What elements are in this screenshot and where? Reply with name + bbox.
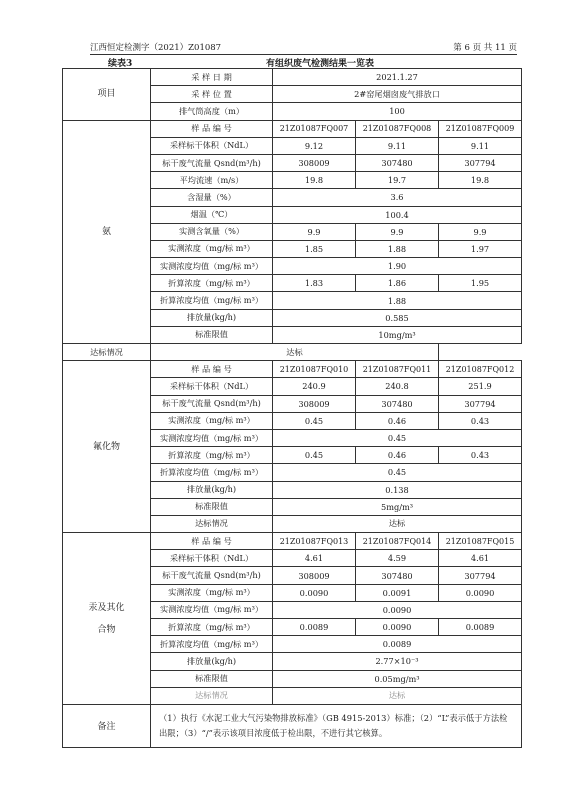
sample-id: 21Z01087FQ015 [439, 533, 522, 550]
row-label: 采 样 日 期 [151, 69, 273, 86]
emission-results-table [62, 68, 522, 748]
row-label: 采样标干体积（NdL） [151, 378, 273, 395]
row-label: 标准限值 [151, 498, 273, 515]
cell-value: 240.9 [273, 378, 356, 395]
cell-value: 0.0090 [439, 584, 522, 601]
cell-value: 307794 [439, 567, 522, 584]
cell-value: 308009 [273, 154, 356, 171]
cell-value: 10mg/m³ [273, 326, 522, 343]
cell-value: 0.0091 [356, 584, 439, 601]
cell-value: 0.46 [356, 412, 439, 429]
row-label: 排放量(kg/h) [151, 481, 273, 498]
sample-id: 21Z01087FQ007 [273, 120, 356, 137]
cell-value: 0.43 [439, 412, 522, 429]
group-label-mercury: 汞及其化合物 [63, 533, 151, 705]
row-label: 实测浓度均值（mg/标 m³） [151, 429, 273, 446]
cell-value: 0.45 [273, 412, 356, 429]
row-label: 排放量(kg/h) [151, 653, 273, 670]
cell-value: 9.9 [273, 223, 356, 240]
row-label: 实测含氧量（%） [151, 223, 273, 240]
row-label: 标干废气流量 Qsnd(m³/h) [151, 154, 273, 171]
cell-value: 9.11 [356, 137, 439, 154]
cell-value: 240.8 [356, 378, 439, 395]
row-label: 平均流速（m/s） [151, 172, 273, 189]
cell-value: 1.86 [356, 275, 439, 292]
stack-height: 100 [273, 103, 522, 120]
row-label: 烟温（℃） [151, 206, 273, 223]
cell-value: 1.95 [439, 275, 522, 292]
cell-value: 19.8 [273, 172, 356, 189]
row-label: 实测浓度（mg/标 m³） [151, 412, 273, 429]
cell-value: 308009 [273, 395, 356, 412]
row-label: 折算浓度均值（mg/标 m³） [151, 464, 273, 481]
sample-id: 21Z01087FQ013 [273, 533, 356, 550]
row-label: 样 品 编 号 [151, 361, 273, 378]
cell-value: 4.61 [273, 550, 356, 567]
group-label-project: 项目 [63, 69, 151, 121]
cell-value: 1.85 [273, 240, 356, 257]
row-label: 实测浓度（mg/标 m³） [151, 584, 273, 601]
cell-value: 9.9 [439, 223, 522, 240]
status-value: 达标 [273, 515, 522, 532]
table-row [63, 361, 522, 378]
cell-value: 100.4 [273, 206, 522, 223]
cell-value: 5mg/m³ [273, 498, 522, 515]
sample-id: 21Z01087FQ008 [356, 120, 439, 137]
cell-value: 9.11 [439, 137, 522, 154]
cell-value: 307794 [439, 154, 522, 171]
row-label: 标准限值 [151, 326, 273, 343]
remarks-label: 备注 [63, 704, 151, 747]
cell-value: 307480 [356, 567, 439, 584]
row-label: 标干废气流量 Qsnd(m³/h) [151, 395, 273, 412]
cell-value: 9.12 [273, 137, 356, 154]
row-label: 含湿量（%） [151, 189, 273, 206]
sample-id: 21Z01087FQ010 [273, 361, 356, 378]
group-label-fluoride: 氟化物 [63, 361, 151, 533]
cell-value: 1.88 [356, 240, 439, 257]
remarks-text: （1）执行《水泥工业大气污染物排放标准》（GB 4915-2013）标准；（2）“L”表示低于方法检出限；（3）“/”表示该项目浓度低于检出限，不进行其它核算。 [151, 704, 522, 747]
row-label: 达标情况 [63, 344, 151, 361]
row-label: 实测浓度均值（mg/标 m³） [151, 601, 273, 618]
status-value: 达标 [273, 687, 522, 704]
cell-value: 19.8 [439, 172, 522, 189]
cell-value: 0.585 [273, 309, 522, 326]
table-row [63, 120, 522, 137]
document-number: 江西恒定检测字（2021）Z01087 [90, 43, 222, 53]
page-header [90, 40, 517, 55]
sample-id: 21Z01087FQ014 [356, 533, 439, 550]
row-label: 折算浓度均值（mg/标 m³） [151, 292, 273, 309]
cell-value: 0.45 [273, 464, 522, 481]
cell-value: 1.83 [273, 275, 356, 292]
row-label: 达标情况 [151, 687, 273, 704]
row-label: 采 样 位 置 [151, 86, 273, 103]
status-value: 达标 [151, 344, 439, 361]
row-label: 排气筒高度（m） [151, 103, 273, 120]
row-label: 采样标干体积（NdL） [151, 550, 273, 567]
row-label: 排放量(kg/h) [151, 309, 273, 326]
row-label: 实测浓度均值（mg/标 m³） [151, 258, 273, 275]
cell-value: 1.88 [273, 292, 522, 309]
row-label: 采样标干体积（NdL） [151, 137, 273, 154]
sampling-date: 2021.1.27 [273, 69, 522, 86]
cell-value: 1.90 [273, 258, 522, 275]
cell-value: 307794 [439, 395, 522, 412]
cell-value: 0.138 [273, 481, 522, 498]
cell-value: 307480 [356, 395, 439, 412]
table-row [63, 69, 522, 86]
cell-value: 19.7 [356, 172, 439, 189]
cell-value: 1.97 [439, 240, 522, 257]
cell-value: 0.0089 [273, 636, 522, 653]
page-number: 第 6 页 共 11 页 [453, 43, 517, 53]
row-label: 折算浓度（mg/标 m³） [151, 447, 273, 464]
cell-value: 0.0090 [273, 584, 356, 601]
table-label: 续表3 [108, 59, 133, 69]
cell-value: 251.9 [439, 378, 522, 395]
row-label: 实测浓度（mg/标 m³） [151, 240, 273, 257]
cell-value: 0.45 [273, 447, 356, 464]
sampling-location: 2#窑尾烟囱废气排放口 [273, 86, 522, 103]
cell-value: 308009 [273, 567, 356, 584]
sample-id: 21Z01087FQ012 [439, 361, 522, 378]
cell-value: 0.46 [356, 447, 439, 464]
cell-value: 0.0089 [439, 619, 522, 636]
table-row [63, 533, 522, 550]
row-label: 折算浓度均值（mg/标 m³） [151, 636, 273, 653]
row-label: 样 品 编 号 [151, 120, 273, 137]
cell-value: 3.6 [273, 189, 522, 206]
row-label: 标准限值 [151, 670, 273, 687]
table-row [63, 704, 522, 747]
cell-value: 0.0090 [356, 619, 439, 636]
cell-value: 0.45 [273, 429, 522, 446]
table-title: 有组织废气检测结果一览表 [266, 59, 375, 69]
cell-value: 9.9 [356, 223, 439, 240]
sample-id: 21Z01087FQ011 [356, 361, 439, 378]
cell-value: 0.0089 [273, 619, 356, 636]
row-label: 达标情况 [151, 515, 273, 532]
cell-value: 0.0090 [273, 601, 522, 618]
cell-value: 0.43 [439, 447, 522, 464]
row-label: 样 品 编 号 [151, 533, 273, 550]
cell-value: 4.61 [439, 550, 522, 567]
cell-value: 4.59 [356, 550, 439, 567]
table-row [63, 344, 522, 361]
cell-value: 2.77×10⁻³ [273, 653, 522, 670]
group-label-ammonia: 氨 [63, 120, 151, 343]
sample-id: 21Z01087FQ009 [439, 120, 522, 137]
cell-value: 0.05mg/m³ [273, 670, 522, 687]
row-label: 标干废气流量 Qsnd(m³/h) [151, 567, 273, 584]
row-label: 折算浓度（mg/标 m³） [151, 275, 273, 292]
row-label: 折算浓度（mg/标 m³） [151, 619, 273, 636]
cell-value: 307480 [356, 154, 439, 171]
